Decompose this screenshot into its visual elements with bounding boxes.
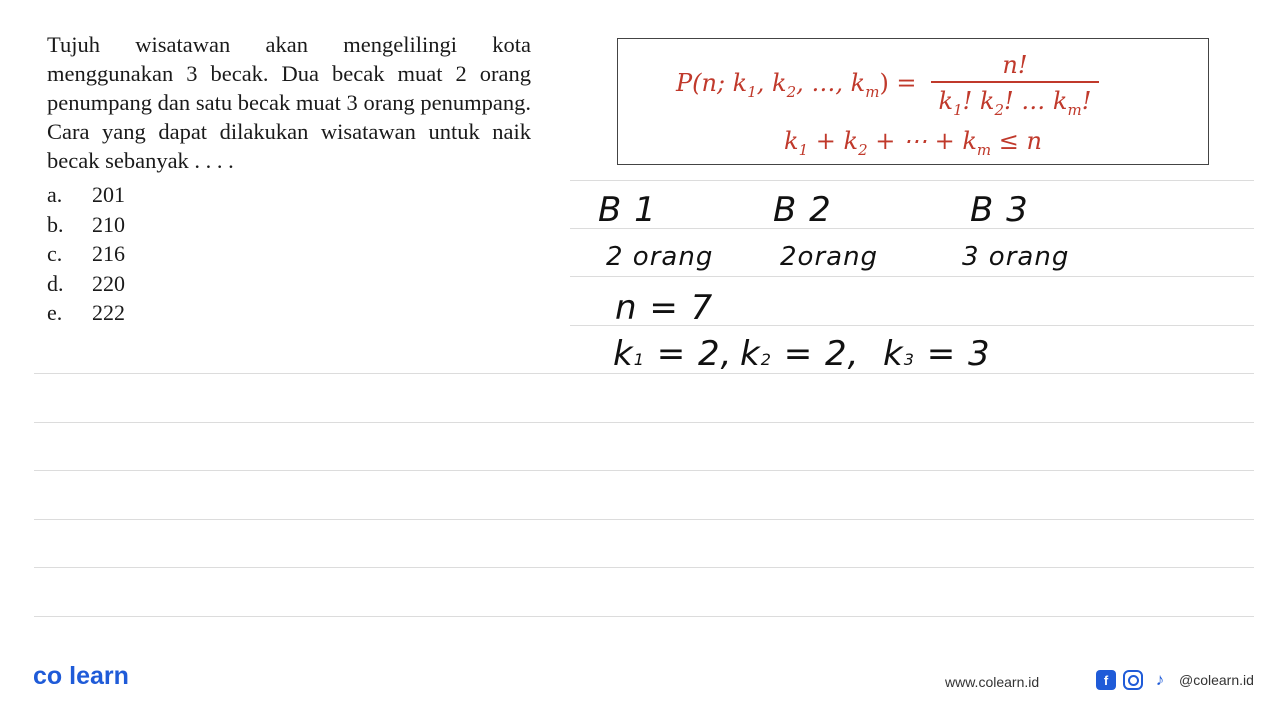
option-d[interactable] [47,269,125,299]
option-e[interactable] [47,298,125,328]
option-c[interactable] [47,239,125,269]
formula-condition: $k_1 + k_2$ + ⋯ + $k_m \le n$ [784,127,1042,159]
tiktok-icon[interactable]: ♪ [1155,670,1165,689]
hand-becak-2: B 2 [773,190,832,230]
hand-becak-3: B 3 [970,190,1029,230]
ruled-line [570,228,1254,229]
answer-options [47,180,125,328]
formula-denominator: $k_1$! $k_2$! … $k_m$! [938,86,1092,119]
social-handle: @colearn.id [1179,672,1254,688]
option-letter: b. [47,211,64,237]
option-letter: c. [47,241,63,266]
hand-becak-1: B 1 [598,190,657,230]
option-letter: e. [47,300,63,325]
ruled-line [34,519,1254,520]
formula-numerator: n! [1002,51,1028,79]
colearn-logo: co learn [33,662,129,690]
hand-passengers-1: 2 orang [606,242,714,272]
ruled-line [34,567,1254,568]
ruled-line [34,470,1254,471]
option-b[interactable] [47,210,125,240]
option-letter: d. [47,270,64,296]
hand-passengers-2: 2orang [780,242,879,272]
hand-passengers-3: 3 orang [962,242,1070,272]
question-text: Tujuh wisatawan akan mengelilingi kota menggunakan 3 becak. Dua becak muat 2 orang penumpang dan satu becak muat 3 orang penumpang. Cara yang dapat dilakukan wisatawan untuk naik becak sebanyak . . . . [47,32,531,173]
formula-box [617,38,1209,165]
ruled-line [570,276,1254,277]
option-letter: a. [47,182,63,207]
hand-k-values: k3 = 3 [883,334,991,374]
hand-k-values: k1 = 2, [613,334,733,374]
option-value: 201 [92,182,125,207]
ruled-line [34,422,1254,423]
ruled-line [570,180,1254,181]
option-value: 222 [92,300,125,325]
formula-lhs: P(n; $k_1$, $k_2$, …, $k_m$) = [676,68,917,101]
hand-k-values: k2 = 2, [740,334,860,374]
formula-fraction [931,51,1100,118]
facebook-icon[interactable]: f [1096,670,1116,690]
website-link[interactable]: www.colearn.id [945,674,1040,690]
hand-n-value: n = 7 [615,288,714,328]
option-value: 210 [92,211,125,237]
option-value: 216 [92,241,125,266]
option-value: 220 [92,270,125,296]
instagram-icon[interactable] [1123,670,1143,690]
permutation-formula [676,51,1099,118]
social-links [1096,670,1254,690]
ruled-line [34,616,1254,617]
option-a[interactable] [47,180,125,210]
